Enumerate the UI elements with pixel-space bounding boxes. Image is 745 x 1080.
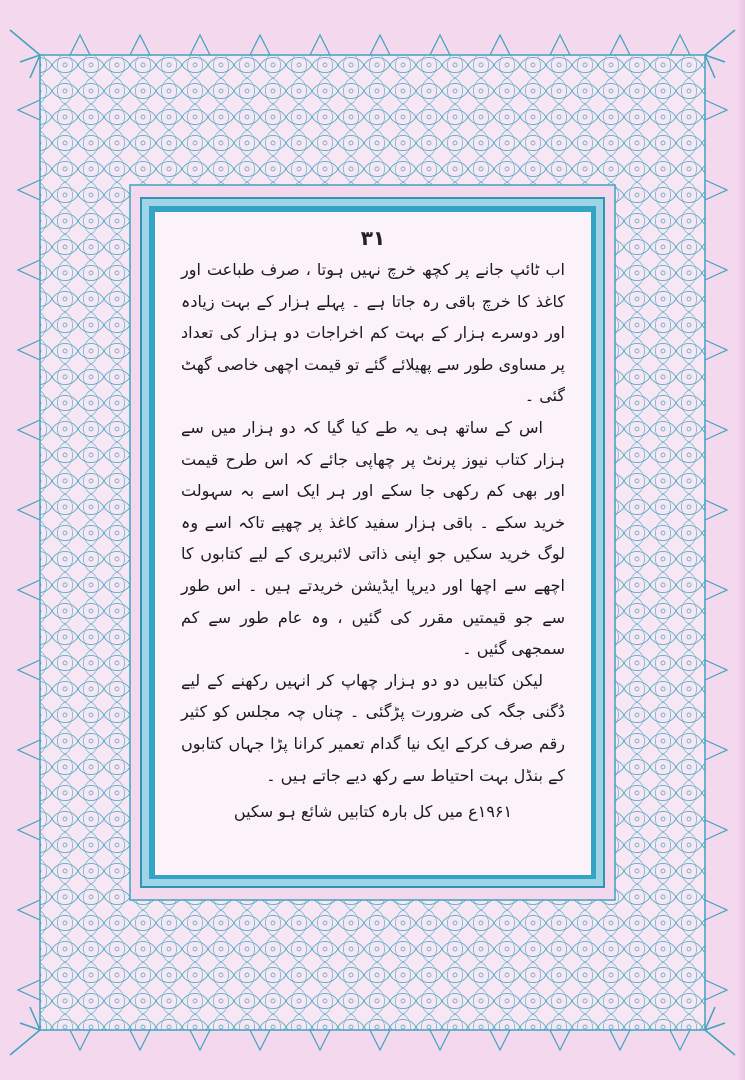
page-number: ۳۱: [360, 226, 386, 250]
closing-line: ۱۹۶۱ع میں کل بارہ کتابیں شائع ہو سکیں: [233, 802, 513, 822]
paragraph-1: اب ٹائپ جانے پر کچھ خرچ نہیں ہوتا ، صرف طباعت اور کاغذ کا خرچ باقی رہ جاتا ہے ۔ پہلے ہزار کے بہت زیادہ اور دوسرے ہزار کے بہت کم اخراجات دو ہزار کی تعداد پر مساوی طور سے پھیلائے گئے تو قیمت اچھی خاصی گھٹ گئی ۔: [181, 260, 565, 406]
page-edge: [737, 0, 745, 1080]
text-panel: [155, 212, 591, 875]
paragraph-3: لیکن کتابیں دو دو ہزار چھاپ کر انہیں رکھنے کے لیے دُگنی جگہ کی ضرورت پڑگئی ۔ چناں چہ مجلس کو کثیر رقم صرف کرکے ایک نیا گدام تعمیر کرانا پڑا جہاں کتابوں کے بنڈل بہت احتیاط سے رکھ دیے جاتے ہیں ۔: [181, 670, 565, 785]
paragraph-2: اس کے ساتھ ہی یہ طے کیا گیا کہ دو ہزار میں سے ہزار کتاب نیوز پرنٹ پر چھاپی جائے کہ اس طرح قیمت اور بھی کم رکھی جا سکے اور ہر ایک اسے بہ سہولت خرید سکے ۔ باقی ہزار سفید کاغذ پر چھپے تاکہ اسے وہ لوگ خرید سکیں جو اپنی ذاتی لائبریری کے لیے کتابوں کا اچھے سے اچھا اور دیرپا ایڈیشن خریدتے ہیں ۔ اس طور سے جو قیمتیں مقرر کی گئیں ، وہ عام طور سے کم سمجھی گئیں ۔: [181, 417, 565, 659]
